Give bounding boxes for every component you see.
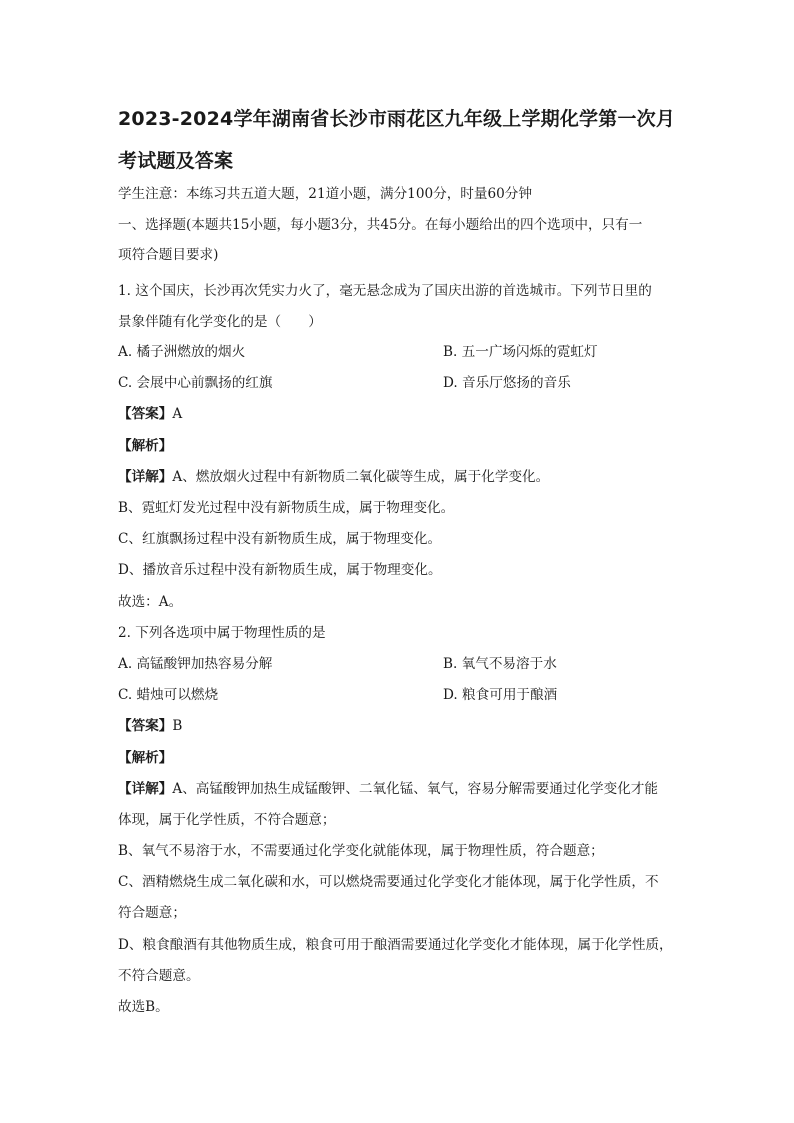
- document-title: 2023-2024学年湖南省长沙市雨花区九年级上学期化学第一次月考试题及答案: [118, 108, 676, 172]
- q1-detail-a-text: A、燃放烟火过程中有新物质二氧化碳等生成，属于化学变化。: [172, 469, 550, 485]
- q2-option-b: B. 氧气不易溶于水: [443, 656, 557, 672]
- q2-detail-b: B、氧气不易溶于水，不需要通过化学变化就能体现，属于物理性质，符合题意；: [118, 843, 604, 859]
- q1-detail-d: D、播放音乐过程中没有新物质生成，属于物理变化。: [118, 562, 442, 578]
- q1-analysis-label: 【解析】: [118, 438, 173, 454]
- q2-detail-a-line2: 体现，属于化学性质，不符合题意；: [118, 812, 336, 828]
- q2-detail-c-line1: C、酒精燃烧生成二氧化碳和水，可以燃烧需要通过化学变化才能体现，属于化学性质，不: [118, 874, 659, 890]
- q2-detail-label: 【详解】: [118, 781, 173, 797]
- q2-conclusion: 故选B。: [118, 999, 169, 1015]
- q2-detail-d-line1: D、粮食酿酒有其他物质生成，粮食可用于酿酒需要通过化学变化才能体现，属于化学性质，: [118, 937, 673, 953]
- q2-detail-a-text: A、高锰酸钾加热生成锰酸钾、二氧化锰、氧气，容易分解需要通过化学变化才能: [172, 781, 658, 797]
- q1-option-b: B. 五一广场闪烁的霓虹灯: [443, 344, 598, 360]
- q1-detail-label: 【详解】: [118, 469, 173, 485]
- q1-option-c: C. 会展中心前飘扬的红旗: [118, 375, 273, 391]
- q1-answer-value: A: [172, 406, 183, 422]
- q2-option-a: A. 高锰酸钾加热容易分解: [118, 656, 273, 672]
- q2-option-d: D. 粮食可用于酿酒: [443, 687, 558, 703]
- section-heading-line1: 一、选择题(本题共15小题，每小题3分，共45分。在每小题给出的四个选项中，只有一: [118, 217, 643, 233]
- q1-stem-line1: 1. 这个国庆，长沙再次凭实力火了，毫无悬念成为了国庆出游的首选城市。下列节日里的: [118, 283, 652, 299]
- q1-answer-label: 【答案】: [118, 406, 173, 422]
- q2-analysis-label: 【解析】: [118, 750, 173, 766]
- q2-detail-d-line2: 不符合题意。: [118, 968, 200, 984]
- q1-detail-c: C、红旗飘扬过程中没有新物质生成，属于物理变化。: [118, 531, 442, 547]
- q1-option-a: A. 橘子洲燃放的烟火: [118, 344, 246, 360]
- q1-stem-line2: 景象伴随有化学变化的是（ ）: [118, 314, 322, 330]
- q2-answer-label: 【答案】: [118, 718, 173, 734]
- student-notice: 学生注意：本练习共五道大题，21道小题，满分100分，时量60分钟: [118, 186, 532, 202]
- q2-answer-value: B: [172, 718, 183, 734]
- q1-detail-b: B、霓虹灯发光过程中没有新物质生成，属于物理变化。: [118, 500, 455, 516]
- section-heading-line2: 项符合题目要求): [118, 247, 219, 263]
- q2-detail-a-line1: [118, 779, 658, 799]
- q1-option-d: D. 音乐厅悠扬的音乐: [443, 375, 571, 391]
- q1-conclusion: 故选：A。: [118, 594, 183, 610]
- q2-detail-c-line2: 符合题意；: [118, 905, 186, 921]
- q1-detail-a: [118, 467, 549, 487]
- q2-answer: [118, 716, 182, 736]
- q2-option-c: C. 蜡烛可以燃烧: [118, 687, 219, 703]
- q2-stem: 2. 下列各选项中属于物理性质的是: [118, 625, 326, 641]
- q1-answer: [118, 404, 182, 424]
